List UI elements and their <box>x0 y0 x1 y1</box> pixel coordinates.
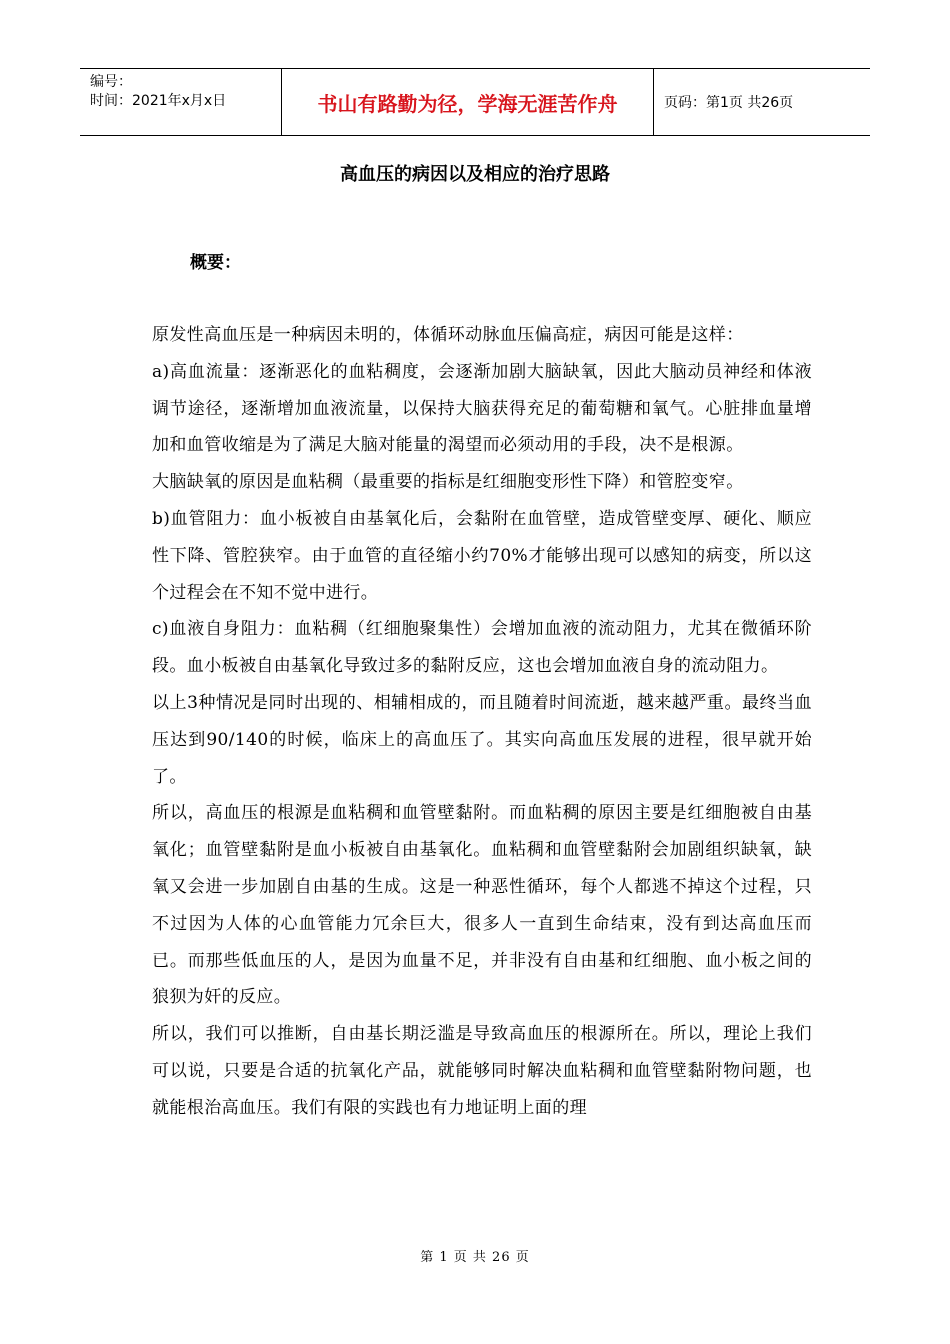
paragraph: 原发性高血压是一种病因未明的，体循环动脉血压偏高症，病因可能是这样： <box>152 325 744 345</box>
paragraph: 所以，我们可以推断，自由基长期泛滥是导致高血压的根源所在。所以，理论上我们可以说，只要是合适的抗氧化产品，就能够同时解决血粘稠和血管壁黏附物问题，也就能根治高血压。我们有限的实践也有力地证明上面的理 <box>152 1024 812 1118</box>
summary-heading: 概要： <box>190 253 241 273</box>
header-meta <box>80 69 282 135</box>
header-page-info: 页码：第1页 共26页 <box>664 95 794 111</box>
document-title: 高血压的病因以及相应的治疗思路 <box>340 164 610 185</box>
document-header <box>80 68 870 136</box>
paragraph: 大脑缺氧的原因是血粘稠（最重要的指标是红细胞变形性下降）和管腔变窄。 <box>152 472 744 493</box>
header-motto: 书山有路勤为径，学海无涯苦作舟 <box>282 69 654 135</box>
document-date-label: 时间：2021年x月x日 <box>90 93 227 109</box>
paragraph: 以上3种情况是同时出现的、相辅相成的，而且随着时间流逝，越来越严重。最终当血压达到90/140的时候，临床上的高血压了。其实向高血压发展的进程，很早就开始了。 <box>152 692 812 787</box>
document-body <box>152 317 812 1127</box>
page-footer: 第 1 页 共 26 页 <box>420 1250 530 1265</box>
paragraph: c)血液自身阻力：血粘稠（红细胞聚集性）会增加血液的流动阻力，尤其在微循环阶段。血小板被自由基氧化导致过多的黏附反应，这也会增加血液自身的流动阻力。 <box>152 619 812 677</box>
paragraph: a)高血流量：逐渐恶化的血粘稠度，会逐渐加剧大脑缺氧，因此大脑动员神经和体液调节途径，逐渐增加血液流量，以保持大脑获得充足的葡萄糖和氧气。心脏排血量增加和血管收缩是为了满足大脑对能量的渴望而必须动用的手段，决不是根源。 <box>152 361 812 456</box>
paragraph: b)血管阻力：血小板被自由基氧化后，会黏附在血管壁，造成管壁变厚、硬化、顺应性下降、管腔狭窄。由于血管的直径缩小约70%才能够出现可以感知的病变，所以这个过程会在不知不觉中进行。 <box>152 508 812 603</box>
document-number-label: 编号： <box>90 74 132 90</box>
paragraph: 所以，高血压的根源是血粘稠和血管壁黏附。而血粘稠的原因主要是红细胞被自由基氧化；血管壁黏附是血小板被自由基氧化。血粘稠和血管壁黏附会加剧组织缺氧，缺氧又会进一步加剧自由基的生成。这是一种恶性循环，每个人都逃不掉这个过程，只不过因为人体的心血管能力冗余巨大，很多人一直到生命结束，没有到达高血压而已。而那些低血压的人，是因为血量不足，并非没有自由基和红细胞、血小板之间的狼狈为奸的反应。 <box>152 803 812 1008</box>
